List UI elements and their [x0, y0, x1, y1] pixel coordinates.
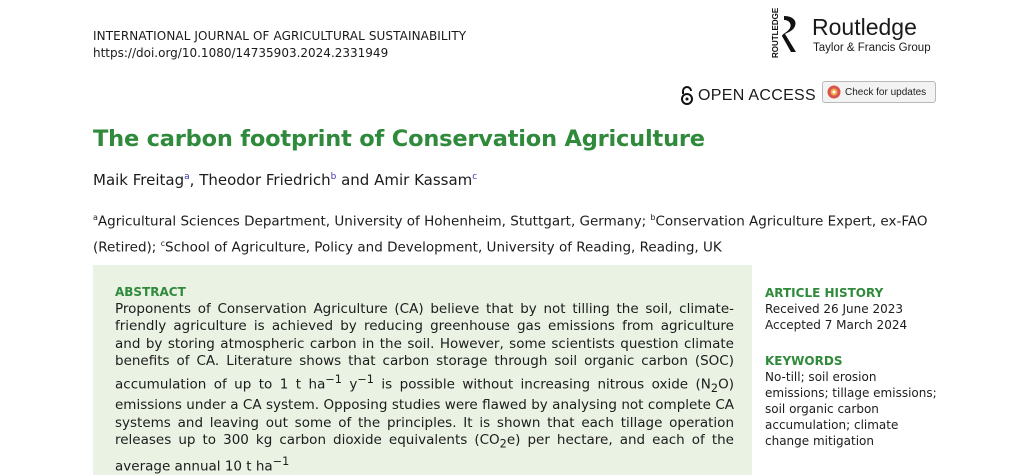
open-access-label: OPEN ACCESS	[698, 86, 817, 104]
affiliation-text: School of Agriculture, Policy and Development, University of Reading, Reading, UK	[165, 239, 722, 255]
keywords-heading: KEYWORDS	[765, 354, 843, 368]
open-access-badge	[680, 86, 816, 105]
affiliation-text: Agricultural Sciences Department, University of Hohenheim, Stuttgart, Germany;	[97, 213, 651, 230]
routledge-logo-icon	[771, 7, 808, 60]
author-affiliation-mark[interactable]: a	[184, 172, 190, 182]
publisher-subtitle: Taylor & Francis Group	[813, 42, 931, 54]
author-separator: and	[336, 171, 375, 189]
author-affiliation-mark[interactable]: c	[472, 172, 478, 182]
abstract-panel	[93, 265, 752, 475]
keyword-line: emissions; tillage emissions;	[765, 386, 937, 400]
abstract-text: e) per hectare, and each of the average annual 10 t ha	[115, 432, 734, 475]
check-for-updates-button[interactable]	[822, 81, 936, 103]
author-name[interactable]: Maik Freitag	[93, 171, 185, 189]
keyword-line: soil organic carbon	[765, 402, 879, 416]
affiliations	[93, 207, 963, 258]
accepted-date: Accepted 7 March 2024	[765, 318, 908, 332]
affiliation-key: a	[93, 213, 98, 222]
keyword-line: No-till; soil erosion	[765, 370, 877, 384]
keyword-line: accumulation; climate	[765, 418, 899, 432]
affiliation-text: Conservation Agriculture Expert, ex-FAO (Retired);	[93, 213, 928, 255]
keywords-section	[765, 353, 975, 449]
keyword-line: change mitigation	[765, 434, 874, 448]
article-history	[765, 285, 975, 333]
author-affiliation-mark[interactable]: b	[330, 172, 337, 182]
abstract-sub: 2	[710, 381, 719, 395]
author-separator: ,	[189, 171, 200, 189]
publisher-name: Routledge	[812, 14, 917, 40]
abstract-sub: 2	[499, 437, 507, 451]
author-list	[93, 171, 477, 189]
abstract-text: Proponents of Conservation Agriculture (CA) believe that by not tilling the soil, climate-friendly agriculture is achieved by reducing greenhouse gas emissions from agriculture and by storing atmospheric carbon in the soil. However, some scientists question climate benefits of CA. Literature shows that carbon storage through soil organic carbon (SOC) accumulation of up to 1 t ha	[115, 301, 734, 393]
abstract-text: O) emissions under a CA system. Opposing studies were flawed by analysing not complete CA systems and leaving out some of the principles. It is shown that each tillage operation releases up to 300 kg carbon dioxide equivalents (CO	[115, 376, 734, 449]
abstract-sup: −1	[357, 372, 374, 386]
abstract-text: y	[341, 376, 358, 393]
received-date: Received 26 June 2023	[765, 302, 903, 316]
article-title: The carbon footprint of Conservation Agriculture	[93, 126, 705, 152]
abstract-text: is possible without increasing nitrous oxide (N	[373, 376, 711, 393]
abstract-body	[115, 301, 734, 476]
article-history-heading: ARTICLE HISTORY	[765, 286, 884, 300]
abstract-sup: −1	[325, 372, 342, 386]
affiliation-key: b	[650, 213, 656, 222]
author-name[interactable]: Theodor Friedrich	[199, 171, 331, 189]
abstract-heading: ABSTRACT	[115, 285, 186, 299]
routledge-logo-text: ROUTLEDGE	[771, 7, 780, 58]
affiliation-key: c	[160, 238, 166, 248]
doi-link[interactable]: https://doi.org/10.1080/14735903.2024.2331949	[93, 46, 389, 60]
keywords-list	[765, 369, 945, 449]
open-lock-icon	[680, 86, 694, 105]
abstract-sup: −1	[272, 455, 290, 469]
journal-header	[93, 28, 466, 62]
check-updates-icon	[827, 85, 841, 99]
journal-name: INTERNATIONAL JOURNAL OF AGRICULTURAL SUSTAINABILITY	[93, 29, 467, 43]
check-for-updates-label: Check for updates	[845, 86, 927, 98]
author-name[interactable]: Amir Kassam	[374, 171, 473, 189]
